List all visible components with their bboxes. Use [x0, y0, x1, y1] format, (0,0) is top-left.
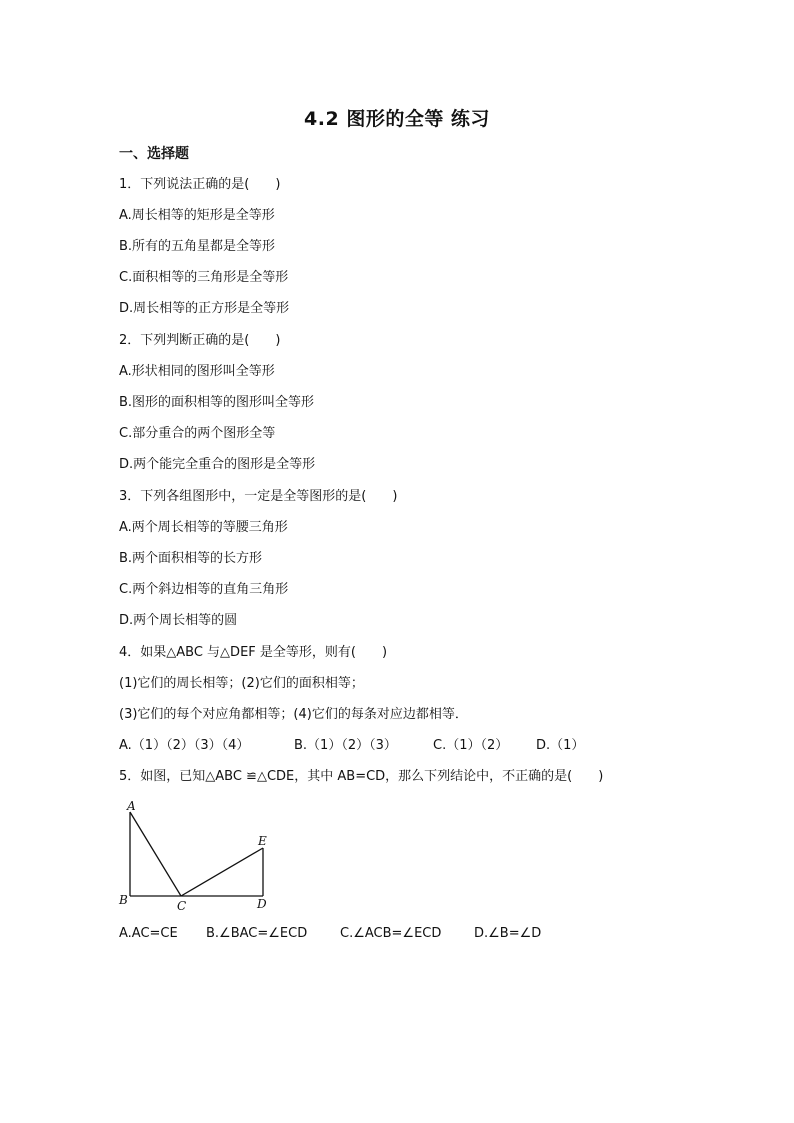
question-4-stem: 4．如果△ABC 与△DEF 是全等形，则有( ) — [119, 645, 388, 660]
segment-ac — [130, 812, 181, 896]
question-5-option-a: A.AC=CE — [119, 926, 178, 941]
question-4-option-a: A.（1）（2）（3）（4） — [119, 738, 250, 753]
question-3-option-a: A.两个周长相等的等腰三角形 — [119, 520, 288, 535]
question-1-stem: 1．下列说法正确的是( ) — [119, 177, 281, 192]
question-3-option-c: C.两个斜边相等的直角三角形 — [119, 582, 289, 597]
question-5-stem: 5．如图，已知△ABC ≌△CDE，其中 AB=CD，那么下列结论中，不正确的是( ) — [119, 769, 604, 784]
question-1-option-b: B.所有的五角星都是全等形 — [119, 239, 276, 254]
question-2-option-c: C.部分重合的两个图形全等 — [119, 426, 276, 441]
label-b: B — [119, 893, 128, 907]
question-5-option-b: B.∠BAC=∠ECD — [206, 926, 308, 941]
question-1-option-a: A.周长相等的矩形是全等形 — [119, 208, 275, 223]
question-2-option-b: B.图形的面积相等的图形叫全等形 — [119, 395, 315, 410]
question-4-options — [119, 736, 584, 756]
figure-lines — [130, 812, 263, 896]
question-5-options — [119, 924, 541, 944]
question-3-stem: 3．下列各组图形中，一定是全等图形的是( ) — [119, 489, 398, 504]
segment-ce — [181, 848, 263, 896]
question-4-statement-1: (1)它们的周长相等；(2)它们的面积相等； — [119, 676, 364, 691]
question-2-stem: 2．下列判断正确的是( ) — [119, 333, 281, 348]
question-5-option-d: D.∠B=∠D — [474, 926, 542, 941]
label-d: D — [257, 897, 267, 911]
page-title: 4.2 图形的全等 练习 — [304, 108, 490, 130]
section-heading: 一、选择题 — [119, 146, 189, 162]
label-a: A — [127, 800, 136, 813]
question-2-option-d: D.两个能完全重合的图形是全等形 — [119, 457, 316, 472]
question-4-option-b: B.（1）（2）（3） — [294, 738, 397, 753]
question-3-option-b: B.两个面积相等的长方形 — [119, 551, 263, 566]
question-3-option-d: D.两个周长相等的圆 — [119, 613, 238, 628]
triangle-figure — [114, 800, 284, 915]
question-1-option-d: D.周长相等的正方形是全等形 — [119, 301, 290, 316]
question-4-option-c: C.（1）（2） — [433, 738, 509, 753]
question-4-option-d: D.（1） — [536, 738, 585, 753]
question-5-option-c: C.∠ACB=∠ECD — [340, 926, 442, 941]
question-1-option-c: C.面积相等的三角形是全等形 — [119, 270, 289, 285]
label-c: C — [177, 899, 187, 913]
label-e: E — [258, 834, 267, 848]
question-4-statement-2: (3)它们的每个对应角都相等；(4)它们的每条对应边都相等． — [119, 707, 468, 722]
question-2-option-a: A.形状相同的图形叫全等形 — [119, 364, 275, 379]
